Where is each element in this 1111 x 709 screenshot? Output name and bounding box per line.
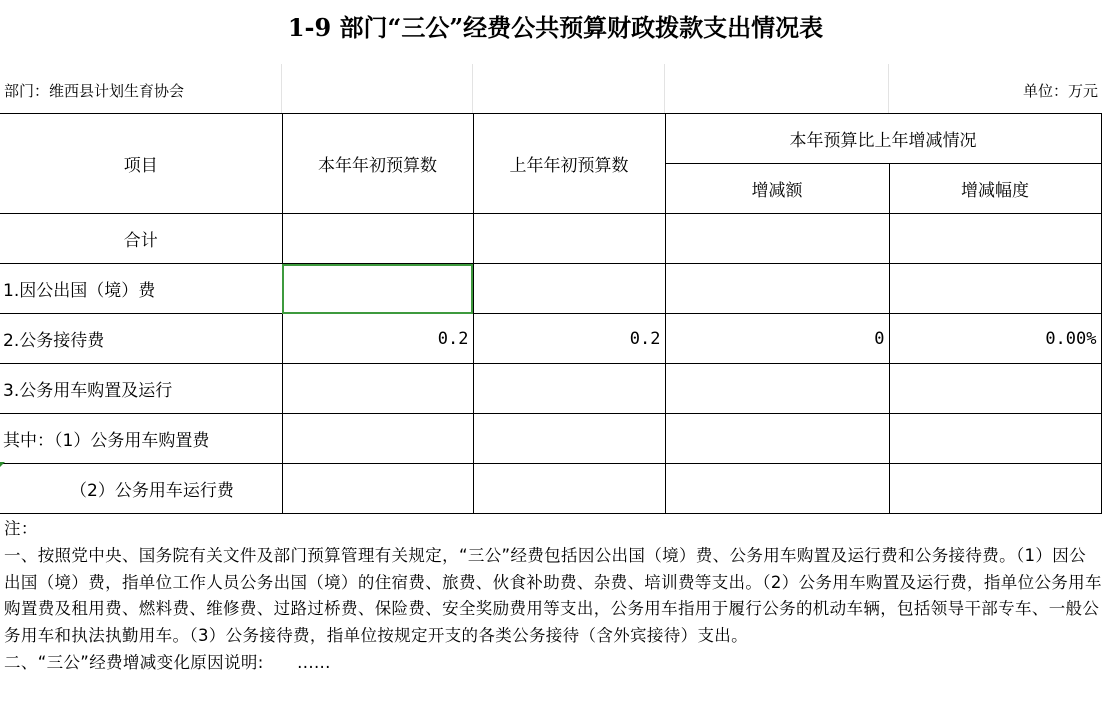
notes-paragraph-1: 一、按照党中央、国务院有关文件及部门预算管理有关规定，“三公”经费包括因公出国（境）费、公务用车购置及运行费和公务接待费。（1）因公出国（境）费，指单位工作人员公务出国（境）的住宿费、旅费、伙食补助费、杂费、培训费等支出。（2）公务用车购置及运行费，指单位公务用车购置费及租用费、燃料费、维修费、过路过桥费、保险费、安全奖励费用等支出，公务用车指用于履行公务的机动车辆，包括领导干部专车、一般公务用车和执法执勤用车。（3）公务接待费，指单位按规定开支的各类公务接待（含外宾接待）支出。	[4, 545, 1102, 646]
header-change-rate[interactable]: 增减幅度	[889, 164, 1101, 214]
table-row	[0, 364, 1101, 414]
budget-table	[0, 113, 1102, 514]
cell-current[interactable]	[282, 464, 473, 514]
cell-change[interactable]	[665, 264, 889, 314]
cell-current[interactable]	[282, 214, 473, 264]
header-previous-budget[interactable]: 上年年初预算数	[473, 114, 665, 214]
row-label[interactable]: 1.因公出国（境）费	[0, 264, 282, 314]
grid-line	[664, 64, 665, 114]
cell-rate[interactable]	[889, 364, 1101, 414]
header-current-budget[interactable]: 本年年初预算数	[282, 114, 473, 214]
header-row	[0, 114, 1101, 164]
cell-previous[interactable]	[473, 414, 665, 464]
cell-rate[interactable]	[889, 264, 1101, 314]
row-label[interactable]: 2.公务接待费	[0, 314, 282, 364]
grid-line	[888, 64, 889, 114]
notes-heading: 注：	[4, 519, 38, 538]
cell-change[interactable]	[665, 464, 889, 514]
row-label[interactable]: （2）公务用车运行费	[0, 464, 282, 514]
cell-previous[interactable]	[473, 464, 665, 514]
page-title: 1-9 部门“三公”经费公共预算财政拨款支出情况表	[287, 13, 824, 42]
cell-change[interactable]	[665, 364, 889, 414]
cell-change[interactable]	[665, 214, 889, 264]
row-label[interactable]: 其中：（1）公务用车购置费	[0, 414, 282, 464]
cell-change[interactable]	[665, 414, 889, 464]
cell-current[interactable]	[282, 414, 473, 464]
cell-current[interactable]: 0.2	[282, 314, 473, 364]
cell-rate[interactable]: 0.00%	[889, 314, 1101, 364]
header-comparison[interactable]: 本年预算比上年增减情况	[665, 114, 1101, 164]
table-row	[0, 214, 1101, 264]
table-row	[0, 314, 1101, 364]
grid-line	[281, 64, 282, 114]
table-row	[0, 464, 1101, 514]
cell-previous[interactable]	[473, 214, 665, 264]
row-label[interactable]: 合计	[0, 214, 282, 264]
cell-rate[interactable]	[889, 214, 1101, 264]
grid-line	[472, 64, 473, 114]
selected-cell[interactable]	[282, 264, 473, 314]
comment-marker-icon	[0, 462, 5, 467]
unit-label: 单位：万元	[1022, 82, 1098, 100]
cell-change[interactable]: 0	[665, 314, 889, 364]
table-row	[0, 414, 1101, 464]
header-change-amount[interactable]: 增减额	[665, 164, 889, 214]
cell-rate[interactable]	[889, 464, 1101, 514]
cell-previous[interactable]	[473, 364, 665, 414]
table-row	[0, 264, 1101, 314]
cell-previous[interactable]	[473, 264, 665, 314]
header-item[interactable]: 项目	[0, 114, 282, 214]
department-label: 部门：维西县计划生育协会	[4, 82, 185, 100]
notes-paragraph-2: 二、“三公”经费增减变化原因说明: ......	[4, 652, 331, 672]
notes-section	[4, 516, 1102, 677]
cell-rate[interactable]	[889, 414, 1101, 464]
row-label[interactable]: 3.公务用车购置及运行	[0, 364, 282, 414]
cell-current[interactable]	[282, 364, 473, 414]
cell-previous[interactable]: 0.2	[473, 314, 665, 364]
